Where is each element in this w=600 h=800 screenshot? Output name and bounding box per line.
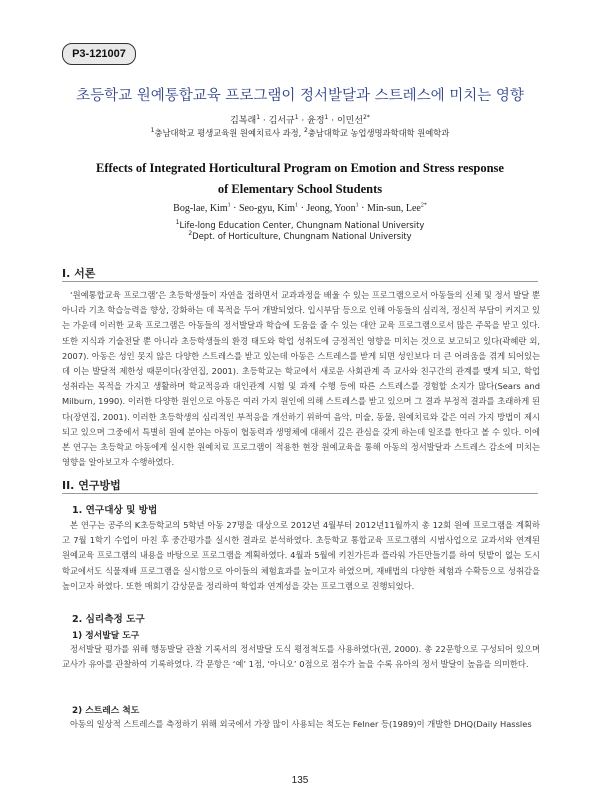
affil-mark: 1 <box>256 114 261 121</box>
author-name: Seo-gyu, Kim <box>238 203 296 214</box>
section-heading-intro: I. 서론 <box>62 267 96 280</box>
paper-id-badge: P3-121007 <box>62 43 136 65</box>
subjects-paragraph: 본 연구는 공주의 K초등학교의 5학년 아동 27명을 대상으로 2012년 4월부터 2012년11월까지 총 12회 원예 프로그램을 계획하고 7월 1학기 수업이 마친 후 중간평가를 실시한 결과로 분석하였다. 초등학교 통합교육 프로그램의 시범사업으로 교과서와 연계된 원예교육 프로그램의 내용을 바탕으로 프로그램을 계획하였다. 4월과 5월에 키친가든과 플라워 가든만들기를 하여 텃밭이 없는 도시학교에서도 식물재배 프로그램을 실시함으로 아이들의 체험효과를 높이고자 하였으며, 재배법의 다양한 체험과 수확등으로 성취감을 높이고자 하였다. 또한 매회기 감상문을 정리하여 학업과 연계성을 갖는 프로그램으로 진행되었다. <box>62 520 540 591</box>
affiliation: Dept. of Horticulture, Chungnam National University <box>192 231 412 241</box>
author-name: Bog-lae, Kim <box>173 203 228 214</box>
affiliation: 충남대학교 평생교육원 원예치료사 과정, <box>154 128 304 138</box>
affiliation: Life-long Education Center, Chungnam National University <box>179 220 425 230</box>
emotion-instrument-paragraph: 정서발달 평가를 위해 행동발달 관찰 기록서의 정서발달 도식 평정척도를 사용하였다(권, 2000). 총 22문항으로 구성되어 있으며 교사가 유아를 관찰하여 기록하였다. 각 문항은 ‘예’ 1점, ‘아니오’ 0점으로 점수가 높을 수록 유아의 정서 발달이 높음을 의미한다. <box>62 644 540 670</box>
separator: · <box>358 203 367 214</box>
korean-title: 초등학교 원예통합교육 프로그램이 정서발달과 스트레스에 미치는 영향 <box>76 88 524 104</box>
affil-mark: 2 <box>303 127 308 135</box>
intro-paragraph: ‘원예통합교육 프로그램’은 초등학생들이 자연을 접하면서 교과과정을 배울 수 있는 프로그램으로서 아동들의 신체 및 정서 발달 뿐 아니라 기초 학습능력을 향상, 강화하는 데 목적을 두어 개발되었다. 입시부담 등으로 인해 아동들의 심리적, 정신적 부담이 커지고 있는 가운데 이러한 교육 프로그램은 아동들의 정서발달과 학습에 도움을 줄 수 있는 대안 교육 프로그램으로서 많은 주목을 받고 있다. 또한 지식과 기술전달 뿐 아니라 초등학생들의 환경 태도와 학업 성취도에 긍정적인 영향을 미치는 것으로 보고되고 있다(곽혜란 외, 2007). 아동은 성인 못지 않은 다양한 스트레스를 받고 있는데 아동은 스트레스를 받게 되면 성인보다 더 큰 어려움을 겪게 되어있는데 이는 발달적 제한성 때문이다(장연집, 2001). 초등학교는 학교에서 새로운 사회관계 즉 교사와 친구간의 관계를 맺게 되고, 학업 성취라는 목적을 가지고 생활하며 학교적응과 대인관계 시험 및 과제 수행 등에 따른 스트레스를 경험할 소지가 많다(Sears and Milburn, 1990). 이러한 다양한 원인으로 아동은 여러 가지 원인에 의해 스트레스를 받고 있으며 그 결과 부정적 결과를 초래하게 된다(장연집, 2001). 이러한 초등학생의 심리적인 부적응을 개선하기 위하여 음악, 미술, 동물, 원예치료와 같은 여러 가지 방법이 제시되고 있으며 그중에서 특별히 원예 분야는 아동이 협동력과 생명체에 대해서 깊은 관심을 갖게 하는데 일조를 한다고 볼 수 있다. 이에 본 연구는 초등학교 아동에게 실시한 원예치료 프로그램이 적용한 현장 원예교육을 통해 아동의 정서발달과 스트레스 감소에 미치는 영향을 알아보고자 수행하였다. <box>62 290 540 468</box>
section-heading-methods: II. 연구방법 <box>62 479 121 492</box>
subsection-heading-subjects: 1. 연구대상 및 방법 <box>72 505 158 516</box>
author-name: 윤정 <box>307 116 325 126</box>
separator: · <box>230 203 239 214</box>
affil-mark: 1 <box>295 202 299 209</box>
affil-mark: 1 <box>294 114 299 121</box>
affil-mark: 1 <box>150 127 155 135</box>
author-name: Min-sun, Lee <box>366 203 421 214</box>
separator: · <box>260 116 269 126</box>
affil-mark: 2* <box>420 202 427 209</box>
subsection-heading-instruments: 2. 심리측정 도구 <box>72 614 145 625</box>
section-divider <box>62 281 538 282</box>
english-title-line: of Elementary School Students <box>217 182 383 196</box>
author-name: 김복래 <box>230 116 257 126</box>
affiliation-line <box>0 220 600 231</box>
separator: · <box>328 116 337 126</box>
english-authors <box>0 203 600 214</box>
stress-instrument-paragraph: 아동의 일상적 스트레스를 측정하기 위해 외국에서 가장 많이 사용되는 척도는 Felner 등(1989)이 개발한 DHQ(Daily Hassles <box>70 719 532 729</box>
english-title-line: Effects of Integrated Horticultural Program on Emotion and Stress response <box>96 161 504 175</box>
affil-mark: 1 <box>324 114 329 121</box>
author-name: Jeong, Yoon <box>306 203 356 214</box>
korean-affiliations <box>0 127 600 139</box>
page-number: 135 <box>291 775 309 786</box>
affil-mark: 1 <box>355 202 359 209</box>
english-title <box>70 158 530 200</box>
korean-authors <box>0 113 600 126</box>
subsubsection-heading-emotion: 1) 정서발달 도구 <box>72 631 140 641</box>
affil-mark: 1 <box>175 219 180 227</box>
english-affiliations <box>0 220 600 242</box>
affil-mark: 2 <box>188 230 193 238</box>
affiliation: 충남대학교 농업생명과학대학 원예학과 <box>307 128 450 138</box>
separator: · <box>298 203 307 214</box>
author-name: 김서규 <box>268 116 295 126</box>
author-name: 이민선 <box>336 116 364 126</box>
affil-mark: 1 <box>227 202 231 209</box>
affil-mark: 2* <box>363 114 370 121</box>
separator: · <box>298 116 308 126</box>
section-divider <box>62 493 538 494</box>
affiliation-line <box>0 231 600 242</box>
subsubsection-heading-stress: 2) 스트레스 척도 <box>72 706 140 716</box>
